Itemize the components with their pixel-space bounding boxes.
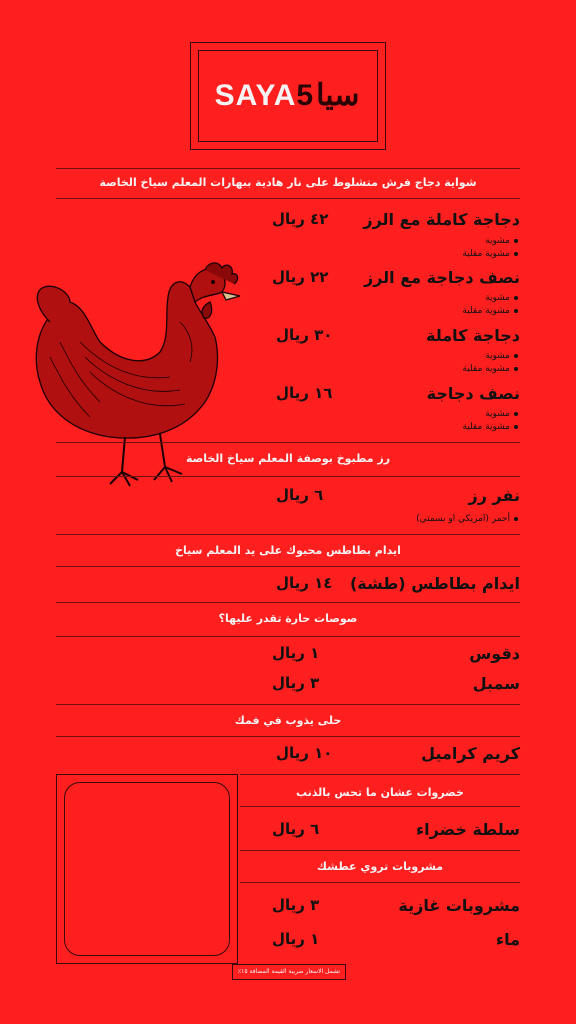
item-price: ١٤ ريال [276, 574, 333, 592]
divider [56, 534, 520, 535]
bullet-icon [514, 252, 518, 256]
item-name: دقوس [469, 644, 520, 663]
option: مشوية مقلية [360, 306, 518, 316]
bullet-icon [514, 354, 518, 358]
option: مشوية [360, 409, 518, 419]
section-title-sauces: صوصات حارة تقدر عليها؟ [218, 612, 358, 625]
bullet-icon [514, 517, 518, 521]
bullet-icon [514, 412, 518, 416]
divider [56, 566, 520, 567]
bullet-icon [514, 309, 518, 313]
item-price: ٤٢ ريال [272, 210, 329, 228]
item-name: دجاجة كاملة [425, 326, 520, 345]
item-name: سمبل [472, 674, 520, 693]
bullet-icon [514, 296, 518, 300]
section-title-salad: خضروات عشان ما تحس بالذنب [296, 786, 464, 799]
section-title-drinks: مشروبات تروي عطشك [316, 860, 444, 873]
bullet-icon [514, 367, 518, 371]
item-price: ١ ريال [272, 644, 320, 662]
vat-note: تشمل الاسعار ضريبة القيمة المضافة ١٥٪ [232, 964, 346, 980]
item-price: ١٠ ريال [276, 744, 333, 762]
item-name: ماء [495, 930, 520, 949]
item-price: ٦ ريال [272, 820, 320, 838]
item-price: ١٦ ريال [276, 384, 333, 402]
item-price: ٣٠ ريال [276, 326, 333, 344]
item-name: ايدام بطاطس (طشة) [349, 574, 520, 593]
item-price: ٣ ريال [272, 674, 320, 692]
divider [56, 602, 520, 603]
divider [240, 882, 520, 883]
divider [56, 704, 520, 705]
divider [56, 736, 520, 737]
section-title-rice: رز مطبوخ بوصفة المعلم سياخ الخاصة [185, 452, 391, 465]
option: مشوية [360, 236, 518, 246]
section-title-grill: شواية دجاج فرش متشلوط على نار هادية ببهارات المعلم سياخ الخاصة [99, 176, 477, 189]
brand-arabic: سيا [316, 79, 360, 112]
brand-latin: SAYA [214, 79, 297, 112]
item-name: سلطة خضراء [415, 820, 520, 839]
divider [56, 636, 520, 637]
item-price: ٣ ريال [272, 896, 320, 914]
empty-frame-inner [64, 782, 230, 956]
divider [240, 774, 520, 775]
divider [56, 442, 520, 443]
item-price: ١ ريال [272, 930, 320, 948]
item-name: نصف دجاجة [426, 384, 520, 403]
brand-logo [200, 78, 374, 113]
divider [56, 198, 520, 199]
option: مشوية مقلية [360, 249, 518, 259]
item-name: نصف دجاجة مع الرز [363, 268, 520, 287]
option: مشوية [360, 351, 518, 361]
section-title-dessert: حلى يذوب في فمك [234, 714, 342, 727]
brand-digit: 5 [296, 79, 315, 112]
option: مشوية مقلية [360, 364, 518, 374]
bullet-icon [514, 425, 518, 429]
option: مشوية [360, 293, 518, 303]
section-title-stew: ايدام بطاطس محبوك على يد المعلم سياخ [175, 544, 401, 557]
item-name: نفر رز [468, 486, 520, 505]
option: أحمر (امريكي او بسمتي) [300, 514, 518, 524]
divider [56, 168, 520, 169]
item-price: ٦ ريال [276, 486, 324, 504]
item-name: دجاجة كاملة مع الرز [363, 210, 520, 229]
item-name: مشروبات غازية [398, 896, 520, 915]
divider [56, 476, 520, 477]
bullet-icon [514, 239, 518, 243]
item-price: ٢٢ ريال [272, 268, 329, 286]
divider [240, 850, 520, 851]
option: مشوية مقلية [360, 422, 518, 432]
item-name: كريم كراميل [421, 744, 520, 763]
divider [240, 806, 520, 807]
